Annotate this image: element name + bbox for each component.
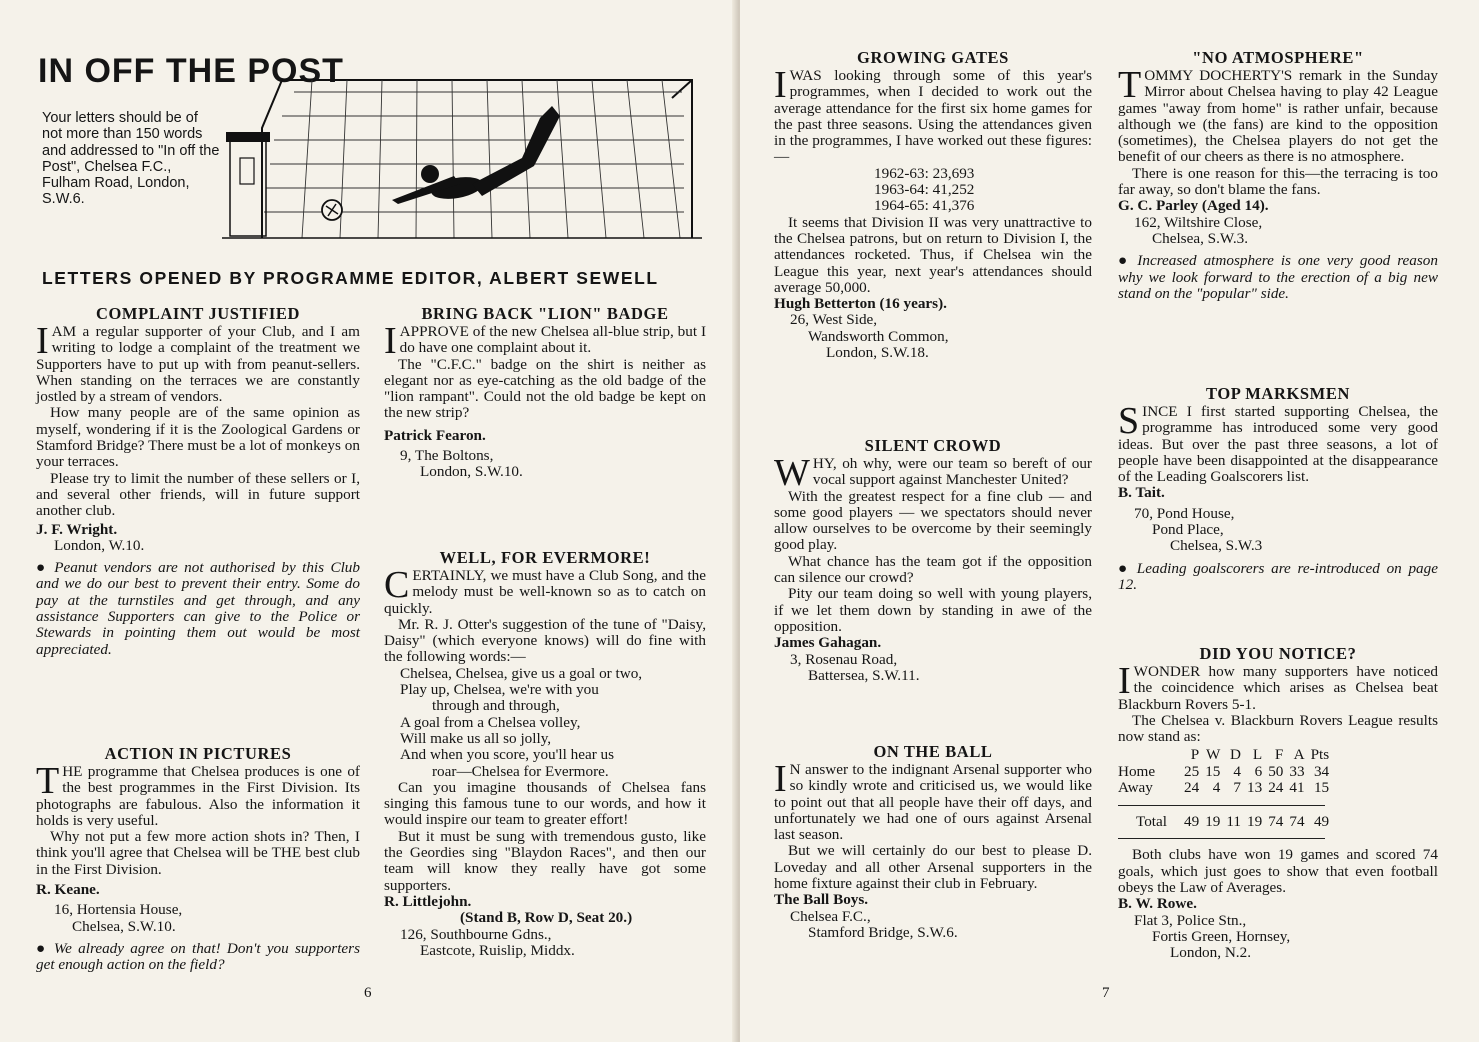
editor-note: ● Leading goalscorers are re-introduced on page 12. (1118, 559, 1438, 593)
results-table (1118, 747, 1335, 847)
letter-text: How many people are of the same opinion as myself, wondering if it is the Zoological Gardens or Stamford Bridge? There must be a lot of monkeys on your terraces. (36, 404, 360, 471)
left-page (0, 0, 738, 1042)
editor-note: ● Increased atmosphere is one very good reason why we look forward to the erection of a big new stand on the "popular" side. (1118, 252, 1438, 302)
letter-address: Chelsea F.C., Stamford Bridge, S.W.6. (790, 907, 958, 941)
letter-lion-badge (384, 304, 706, 481)
letter-text: ERTAINLY, we must have a Club Song, and the melody must be well-known so as to catch on quickly. (384, 567, 706, 617)
letter-text: HE programme that Chelsea produces is one of the best programmes in the First Division. Its photographs are fabulous. Also the information it holds is very useful. (36, 763, 360, 829)
table-row: Away 24 4 7 13 24 41 15 (1118, 779, 1330, 797)
letter-text: But it must be sung with tremendous gusto, like the Geordies sing "Blaydon Races", and then our team will know they really have got some supporters. (384, 827, 706, 894)
submission-instructions: Your letters should be of not more than 150 words and addressed to "In off the Post", Chelsea F.C., Fulham Road, London, S.W.6. (42, 110, 220, 208)
letter-action (36, 744, 360, 974)
letter-text: The Chelsea v. Blackburn Rovers League results now stand as: (1118, 711, 1438, 746)
table-divider (1118, 838, 1325, 839)
goal-illustration (222, 58, 702, 242)
letter-address: 9, The Boltons, London, S.W.10. (400, 447, 523, 481)
letter-heading: ON THE BALL (873, 742, 993, 761)
letter-text: INCE I first started supporting Chelsea, the programme has introduced some very good ideas. But over the past three seasons, a lot of people have been disappointed at the disappearance of the Leading Goalscorers list. (1118, 403, 1438, 486)
editor-banner: LETTERS OPENED BY PROGRAMME EDITOR, ALBERT SEWELL (42, 268, 659, 288)
letter-text: Pity our team doing so well with young players, if we let them down by standing in awe of the opposition. (774, 585, 1092, 635)
letter-text: What chance has the team got if the opposition can silence our crowd? (774, 552, 1092, 587)
table-row: Home 25 15 4 6 50 33 34 (1118, 762, 1330, 780)
letter-heading: "NO ATMOSPHERE" (1192, 48, 1364, 67)
letter-heading: BRING BACK "LION" BADGE (421, 304, 669, 323)
letter-text: AM a regular supporter of your Club, and I am writing to lodge a complaint of the treatment we Supporters have to put up with from peanut-sellers. When standing on the terraces we are constantly jostled by a stream of vendors. (36, 323, 360, 406)
drop-cap: I (36, 320, 49, 362)
drop-cap: T (1118, 64, 1142, 106)
page-number: 6 (364, 985, 372, 1001)
letter-did-you-notice (1118, 644, 1438, 962)
letter-text: But we will certainly do our best to please D. Loveday and all other Arsenal supporters in the home fixture against their club in February. (774, 842, 1092, 893)
drop-cap: I (774, 64, 787, 106)
letter-heading: DID YOU NOTICE? (1199, 644, 1357, 663)
letter-text: WAS looking through some of this year's programmes, when I decided to work out the average attendance for the first six home games for the past three seasons. Using the attendances given in the programmes, I have worked out these figures:— (774, 67, 1092, 166)
letter-text: With the greatest respect for a fine club — and some good players — we spectators should never allow ourselves to be overcome by their seemingly good play. (774, 487, 1092, 554)
letter-text: There is one reason for this—the terracing is too far away, so don't blame the fans. (1118, 164, 1438, 199)
editor-note: ● We already agree on that! Don't you supporters get enough action on the field? (36, 939, 360, 974)
letter-address: Flat 3, Police Stn., Fortis Green, Hornsey, London, N.2. (1134, 911, 1291, 962)
letter-text: APPROVE of the new Chelsea all-blue strip, but I do have one complaint about it. (399, 323, 706, 357)
letter-heading: COMPLAINT JUSTIFIED (95, 304, 301, 323)
letter-signature: G. C. Parley (Aged 14). (1118, 197, 1269, 215)
drop-cap: T (36, 760, 60, 802)
letter-signature: R. Littlejohn. (384, 892, 472, 910)
letter-heading: WELL, FOR EVERMORE! (439, 548, 651, 567)
letter-text: Why not put a few more action shots in? Then, I think you'll agree that Chelsea will be THE best club in the First Division. (36, 828, 360, 878)
letter-text: Please try to limit the number of these sellers or I, and several other friends, will in future support another club. (36, 469, 360, 520)
bullet-icon: ● (36, 939, 54, 957)
section-title: IN OFF THE POST (38, 52, 344, 90)
letter-signature: B. Tait. (1118, 484, 1165, 502)
bullet-icon: ● (1118, 252, 1138, 270)
letter-text: Both clubs have won 19 games and scored 74 goals, which just goes to show that even football obeys the Law of Averages. (1118, 846, 1438, 897)
letter-signature: Hugh Betterton (16 years). (774, 295, 947, 313)
attendance-figures: 1962-63: 23,693 1963-64: 41,252 1964-65: 41,376 (874, 164, 975, 215)
letter-complaint (36, 304, 360, 658)
letter-signature: B. W. Rowe. (1118, 895, 1197, 913)
letter-signature: R. Keane. (36, 881, 100, 899)
right-page (740, 0, 1479, 1042)
letter-silent-crowd (774, 436, 1092, 684)
letter-heading: SILENT CROWD (864, 436, 1002, 455)
letter-on-the-ball (774, 742, 1092, 941)
letter-text: Mr. R. J. Otter's suggestion of the tune of "Daisy, Daisy" (which everyone knows) will do fine with the following words:— (384, 615, 706, 666)
letter-top-marksmen (1118, 384, 1438, 593)
bullet-icon: ● (1118, 559, 1137, 577)
letter-address: 126, Southbourne Gdns., Eastcote, Ruislip, Middx. (400, 925, 575, 959)
table-total-row: Total 49 19 11 19 74 74 49 (1136, 812, 1330, 830)
letter-growing-gates (774, 48, 1092, 361)
drop-cap: S (1118, 400, 1140, 442)
page-number: 7 (1102, 985, 1110, 1001)
letter-evermore (384, 548, 706, 959)
drop-cap: I (774, 758, 787, 800)
letter-text: The "C.F.C." badge on the shirt is neither as elegant nor as eye-catching as the old badge of the "lion rampant". Could not the old badge be kept on the new strip? (384, 355, 706, 422)
letter-signature: James Gahagan. (774, 634, 882, 652)
drop-cap: W (774, 452, 810, 494)
letter-address: London, W.10. (54, 536, 145, 554)
drop-cap: C (384, 564, 410, 606)
letter-address: 3, Rosenau Road, Battersea, S.W.11. (790, 650, 920, 684)
bullet-icon: ● (36, 559, 55, 577)
table-divider (1118, 805, 1325, 806)
table-header-row: P W D L F A Pts (1190, 746, 1330, 764)
song-verse: Chelsea, Chelsea, give us a goal or two, Play up, Chelsea, we're with you through and through, A goal from a Chelsea volley, Will make us all so jolly, And when you score, you'll hear us roar—Chelsea for Evermore. (400, 664, 643, 780)
letter-heading: TOP MARKSMEN (1206, 384, 1350, 403)
letter-address: 26, West Side, Wandsworth Common, London, S.W.18. (790, 311, 949, 362)
letter-signature: J. F. Wright. (36, 520, 118, 538)
editor-note: ● Peanut vendors are not authorised by this Club and we do our best to prevent their entry. Some do pay at the turnstiles and get through, and any assistance Supporters can give to the Police or Stewards in pointing them out would be most appreciated. (36, 559, 360, 658)
letter-heading: GROWING GATES (857, 48, 1009, 67)
letter-signature-seat: (Stand B, Row D, Seat 20.) (460, 909, 633, 927)
letter-text: N answer to the indignant Arsenal supporter who so kindly wrote and criticised us, we would like to point out that all people have their off days, and unfortunately we had one of ours against Arsenal last season. (774, 761, 1092, 844)
letter-address: 70, Pond House, Pond Place, Chelsea, S.W.3 (1134, 504, 1263, 555)
drop-cap: I (384, 320, 397, 362)
letter-text: HY, oh why, were our team so bereft of our vocal support against Manchester United? (812, 455, 1092, 489)
letter-text: It seems that Division II was very unattractive to the Chelsea patrons, but on return to Division I, the attendances rocketed. Thus, if Chelsea win the League this year, next year's attendances should average 50,000. (774, 213, 1092, 296)
letter-signature: The Ball Boys. (774, 891, 869, 909)
letter-heading: ACTION IN PICTURES (104, 744, 292, 763)
letter-address: 162, Wiltshire Close, Chelsea, S.W.3. (1134, 213, 1263, 247)
letter-text: WONDER how many supporters have noticed the coincidence which arises as Chelsea beat Blackburn Rovers 5-1. (1118, 663, 1438, 713)
letter-text: OMMY DOCHERTY'S remark in the Sunday Mirror about Chelsea having to play 42 League games "away from home" is rather unfair, because although we (the fans) are kind to the opposition (sometimes), the Chelsea players do not get the benefit of our cheers as there is no atmosphere. (1118, 67, 1438, 166)
letter-text: Can you imagine thousands of Chelsea fans singing this famous tune to our words, and how it would inspire our team to greater effort! (384, 778, 706, 829)
letter-no-atmosphere (1118, 48, 1438, 302)
letter-address: 16, Hortensia House, Chelsea, S.W.10. (54, 901, 183, 935)
letter-signature: Patrick Fearon. (384, 426, 486, 444)
drop-cap: I (1118, 660, 1131, 702)
